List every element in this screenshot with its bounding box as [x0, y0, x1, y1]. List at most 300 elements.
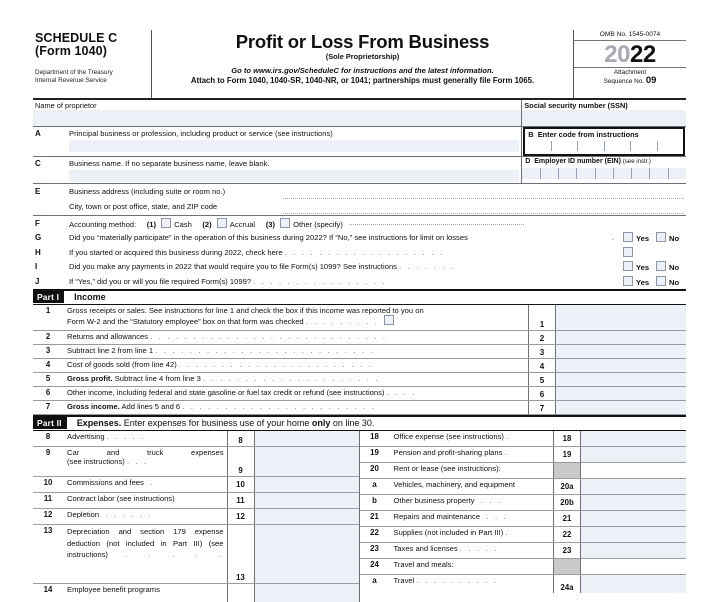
line-24a-dots: . . . . . . . . . .	[416, 576, 499, 585]
line-7-amount[interactable]	[556, 401, 686, 414]
line-11-description	[63, 493, 227, 508]
dot-leader-i: . . . . . . .	[399, 262, 456, 272]
line-8-text: Advertising	[67, 432, 105, 441]
accounting-method-label: Accounting method:	[69, 219, 137, 229]
g-no-label: No	[669, 234, 680, 244]
line-20-text: Rent or lease (see instructions):	[393, 464, 501, 473]
line-9-description	[63, 447, 227, 476]
line-20a-text: Vehicles, machinery, and equipment	[393, 480, 515, 489]
line-13-box: 13	[227, 525, 255, 583]
city-state-zip-label: City, town or post office, state, and ZIP code	[69, 202, 218, 211]
principal-business-label: Principal business or profession, including product or service (see instructions)	[69, 129, 333, 138]
g-no[interactable]	[653, 232, 686, 243]
business-address-field[interactable]	[33, 184, 686, 200]
line-6-row	[33, 387, 686, 401]
line-6-amount[interactable]	[556, 387, 686, 400]
line-14-amount[interactable]	[255, 584, 359, 602]
ein-cell	[522, 157, 686, 183]
accounting-method-row	[69, 218, 686, 229]
ssn-input[interactable]	[522, 110, 686, 126]
line-1-box: 1	[528, 305, 556, 330]
line-3-text: Subtract line 2 from line 1	[67, 345, 154, 355]
business-name-cell	[33, 157, 522, 183]
method-3-num: (3)	[265, 219, 275, 229]
line-18-box: 18	[553, 431, 581, 446]
line-3-box: 3	[528, 345, 556, 358]
line-10-number: 10	[43, 478, 53, 487]
line-20-amount-blank	[581, 463, 686, 478]
principal-business-input[interactable]	[69, 140, 519, 152]
line-1-text-1: Gross receipts or sales. See instructions for line 1 and check the box if this income was reported to you on	[67, 305, 424, 315]
business-code-label	[525, 129, 683, 139]
statutory-employee-checkbox[interactable]	[384, 315, 394, 325]
line-1-description	[63, 305, 528, 330]
question-j	[33, 274, 686, 289]
tax-year-suffix: 22	[630, 41, 656, 68]
line-18-description	[390, 431, 554, 446]
tax-year-prefix: 20	[604, 41, 630, 68]
line-24-row	[360, 559, 687, 575]
label-d: D	[525, 158, 531, 165]
line-19-row	[360, 447, 687, 463]
line-22-amount[interactable]	[581, 527, 686, 542]
i-no-checkbox[interactable]	[656, 261, 666, 271]
line-12-row	[33, 509, 359, 525]
line-7-text-bold: Gross income.	[67, 401, 120, 411]
dot-leader-g: .	[611, 233, 616, 243]
row-c-d	[33, 157, 686, 184]
code-digit[interactable]	[630, 141, 656, 151]
i-yes-label: Yes	[636, 263, 650, 273]
j-no-checkbox[interactable]	[656, 276, 666, 286]
line-20a-description	[390, 479, 554, 494]
attach-instruction: Attach to Form 1040, 1040-SR, 1040-NR, or 1041; partnerships must generally file Form 1065.	[190, 76, 535, 85]
ein-digit[interactable]	[522, 168, 539, 179]
question-f	[33, 216, 686, 231]
line-7-row	[33, 401, 686, 415]
line-22-dots: .	[505, 528, 510, 537]
ein-digit[interactable]	[631, 168, 649, 179]
payments-1099-text	[69, 262, 620, 271]
line-6-text: Other income, including federal and state gasoline or fuel tax credit or refund (see instructions)	[67, 387, 385, 397]
line-5-text: Subtract line 4 from line 3	[112, 373, 201, 383]
city-state-zip-field[interactable]	[33, 200, 686, 215]
line-8-dots: . . . . .	[106, 432, 146, 441]
proprietor-name-cell	[33, 100, 522, 126]
ein-digit[interactable]	[649, 168, 667, 179]
proprietor-name-input[interactable]	[33, 110, 521, 126]
line-20b-dots: . . .	[480, 496, 503, 505]
line-12-number: 12	[43, 510, 53, 519]
code-digit[interactable]	[577, 141, 603, 151]
line-23-description	[390, 543, 554, 558]
business-code-digits[interactable]	[525, 141, 683, 151]
business-name-label: Business name. If no separate business name, leave blank.	[69, 159, 270, 168]
line-2-box: 2	[528, 331, 556, 344]
header-center	[152, 30, 573, 98]
line-12-description	[63, 509, 227, 524]
business-code-box[interactable]	[523, 127, 685, 156]
part-2-badge: Part II	[33, 417, 67, 429]
goto-url-text[interactable]: Go to www.irs.gov/ScheduleC for instructions and the latest information.	[231, 66, 494, 75]
line-23-number: 23	[370, 544, 379, 553]
line-24a-row	[360, 575, 687, 593]
label-i: I	[35, 262, 38, 272]
method-2-num: (2)	[202, 219, 212, 229]
h-checkbox[interactable]	[623, 247, 633, 257]
line-2-amount[interactable]	[556, 331, 686, 344]
department-line-2: Internal Revenue Service	[35, 76, 107, 84]
line-10-row	[33, 477, 359, 493]
ein-digit[interactable]	[668, 168, 686, 179]
line-9-text-2-row	[67, 457, 224, 466]
schedule-label: SCHEDULE C	[35, 31, 118, 45]
line-20-box-shaded	[553, 463, 581, 478]
line-21-number: 21	[370, 512, 379, 521]
line-19-text: Pension and profit-sharing plans	[393, 448, 503, 457]
line-13-description	[63, 525, 227, 583]
header-right	[573, 30, 686, 98]
line-24a-description	[390, 575, 554, 593]
line-4-description	[63, 359, 528, 372]
line-7-number: 7	[45, 401, 51, 411]
line-10-amount[interactable]	[255, 477, 359, 492]
question-i	[33, 260, 686, 275]
line-2-dots: . . . . . . . . . . . . . . . . . . . . . . . . . . . .	[150, 331, 388, 341]
started-business-text	[69, 248, 620, 257]
line-24-box-shaded	[553, 559, 581, 574]
line-20a-row	[360, 479, 687, 495]
line-13-number: 13	[43, 526, 53, 535]
line-6-number: 6	[45, 387, 51, 397]
line-14-description	[63, 584, 227, 602]
file-1099-label: If “Yes,” did you or will you file required Form(s) 1099?	[69, 276, 252, 286]
ein-digit[interactable]	[613, 168, 631, 179]
line-18-row	[360, 431, 687, 447]
business-code-cell	[522, 127, 686, 156]
line-12-amount[interactable]	[255, 509, 359, 524]
line-20b-box: 20b	[553, 495, 581, 510]
part-2-title-rest: Enter expenses for business use of your home	[121, 418, 312, 428]
line-1-dots: . . . . . . . . .	[305, 316, 380, 326]
line-3-dots: . . . . . . . . . . . . . . . . . . . . . . . . . .	[155, 345, 376, 355]
line-7-text: Add lines 5 and 6	[119, 401, 181, 411]
j-no[interactable]	[653, 276, 686, 287]
line-4-box: 4	[528, 359, 556, 372]
line-11-row	[33, 493, 359, 509]
line-3-row	[33, 345, 686, 359]
line-21-text: Repairs and maintenance	[393, 512, 481, 521]
i-yes[interactable]	[620, 261, 653, 272]
line-3-number: 3	[45, 345, 51, 355]
line-14-number: 14	[43, 585, 53, 594]
line-21-description	[390, 511, 554, 526]
line-10-text: Commissions and fees	[67, 478, 144, 487]
ssn-cell	[522, 100, 686, 126]
schedule-c-form	[33, 30, 686, 594]
line-2-number: 2	[45, 331, 51, 341]
line-24-number: 24	[370, 560, 379, 569]
line-22-description	[390, 527, 554, 542]
line-9-dots: . . .	[126, 457, 149, 466]
attachment-block	[574, 67, 686, 86]
line-12-box: 12	[227, 509, 255, 524]
line-24a-amount[interactable]	[581, 575, 686, 593]
other-method-input[interactable]	[349, 224, 524, 225]
other-method-label: Other (specify)	[293, 219, 343, 229]
label-b: B	[528, 130, 534, 139]
started-business-label: If you started or acquired this business during 2022, check here	[69, 247, 283, 257]
line-9-amount[interactable]	[255, 447, 359, 476]
line-9-box: 9	[227, 447, 255, 476]
line-12-text: Depletion	[67, 510, 100, 519]
material-participation-text: Did you “materially participate” in the operation of this business during 2022? If “No,” see instructions for limit on losses	[69, 233, 468, 243]
line-23-dots: . . . . .	[459, 544, 499, 553]
cash-checkbox[interactable]	[161, 218, 171, 228]
line-8-amount[interactable]	[255, 431, 359, 446]
part-1-title: Income	[74, 292, 106, 302]
line-1-row	[33, 305, 686, 331]
line-20a-box: 20a	[553, 479, 581, 494]
line-10-description	[63, 477, 227, 492]
line-20b-letter: b	[372, 496, 377, 505]
line-13-text: Depreciation and section 179 expense deduction (not included in Part III) (see instructions)	[67, 527, 224, 559]
line-20a-letter: a	[372, 480, 377, 489]
code-digit[interactable]	[604, 141, 630, 151]
ein-digits[interactable]	[522, 168, 686, 179]
line-24a-letter: a	[372, 576, 377, 585]
line-18-number: 18	[370, 432, 379, 441]
label-f: F	[35, 218, 40, 228]
business-code-text: Enter code from instructions	[537, 130, 639, 139]
method-1-num: (1)	[146, 219, 156, 229]
business-address-label: Business address (including suite or room no.)	[69, 187, 226, 196]
tax-year	[574, 41, 686, 67]
ein-digit[interactable]	[558, 168, 576, 179]
g-yes[interactable]	[620, 232, 653, 243]
expenses-right-column	[359, 431, 687, 602]
line-5-row	[33, 373, 686, 387]
g-no-checkbox[interactable]	[656, 232, 666, 242]
code-digit[interactable]	[525, 141, 550, 151]
line-24a-text: Travel	[393, 576, 415, 585]
label-g: G	[35, 233, 42, 243]
line-20b-row	[360, 495, 687, 511]
line-6-dots: . . . .	[386, 387, 417, 397]
line-4-number: 4	[45, 359, 51, 369]
line-24a-box: 24a	[553, 575, 581, 593]
ein-text: Employer ID number (EIN)	[534, 158, 621, 165]
principal-business-cell	[33, 127, 522, 156]
line-20-row	[360, 463, 687, 479]
line-2-text: Returns and allowances	[67, 331, 149, 341]
ein-digit[interactable]	[540, 168, 558, 179]
line-9-number: 9	[45, 448, 51, 457]
line-8-number: 8	[45, 432, 51, 441]
line-5-box: 5	[528, 373, 556, 386]
dot-leader-j: . . . . . . . . . . . . . . . .	[253, 276, 387, 286]
line-22-row	[360, 527, 687, 543]
j-yes-label: Yes	[636, 277, 650, 287]
line-1-number: 1	[45, 305, 51, 315]
file-1099-text	[69, 277, 620, 286]
line-8-box: 8	[227, 431, 255, 446]
header-left	[33, 30, 152, 98]
line-20-description	[390, 463, 554, 478]
other-method-checkbox[interactable]	[280, 218, 290, 228]
cash-label: Cash	[174, 219, 192, 229]
principal-business-field[interactable]	[33, 127, 521, 153]
line-14-text: Employee benefit programs	[67, 585, 160, 594]
line-21-row	[360, 511, 687, 527]
sequence-label: Sequence No.	[603, 78, 645, 85]
line-1-text-2: Form W-2 and the “Statutory employee” box on that form was checked	[67, 316, 304, 326]
attachment-label: Attachment	[613, 69, 647, 76]
line-18-amount[interactable]	[581, 431, 686, 446]
h-check[interactable]	[620, 247, 653, 258]
line-9-row	[33, 447, 359, 477]
line-19-amount[interactable]	[581, 447, 686, 462]
sequence-number: 09	[645, 75, 657, 86]
part-1-badge: Part I	[33, 291, 64, 303]
line-11-amount[interactable]	[255, 493, 359, 508]
ein-digit[interactable]	[576, 168, 594, 179]
expenses-grid	[33, 431, 686, 602]
part-1-header	[33, 289, 686, 305]
line-19-description	[390, 447, 554, 462]
dot-leader-h: . . . . . . . . . . . . . . . . . . .	[284, 247, 445, 257]
j-no-label: No	[669, 277, 680, 287]
line-21-amount[interactable]	[581, 511, 686, 526]
department-line-1: Department of the Treasury	[35, 69, 113, 76]
code-digit[interactable]	[551, 141, 577, 151]
line-5-amount[interactable]	[556, 373, 686, 386]
form-subtitle: (Sole Proprietorship)	[325, 52, 400, 61]
ssn-label: Social security number (SSN)	[524, 101, 628, 110]
line-3-amount[interactable]	[556, 345, 686, 358]
g-yes-label: Yes	[636, 234, 650, 244]
line-5-dots: . . . . . . . . . . . . . . . . . . . . .	[202, 373, 380, 383]
line-23-box: 23	[553, 543, 581, 558]
part-2-title-end: on line 30.	[330, 418, 375, 428]
line-22-number: 22	[370, 528, 379, 537]
line-4-text: Cost of goods sold (from line 42)	[67, 359, 177, 369]
i-no[interactable]	[653, 261, 686, 272]
line-23-row	[360, 543, 687, 559]
line-23-amount[interactable]	[581, 543, 686, 558]
form-title: Profit or Loss From Business	[235, 31, 490, 52]
part-2-title-only: only	[311, 418, 331, 428]
line-13-row	[33, 525, 359, 584]
row-a-b	[33, 127, 686, 157]
line-6-description	[63, 387, 528, 400]
label-h: H	[35, 247, 41, 257]
line-10-box: 10	[227, 477, 255, 492]
line-8-row	[33, 431, 359, 447]
ein-label	[522, 157, 686, 165]
line-5-text-bold: Gross profit.	[67, 373, 113, 383]
business-address-input[interactable]	[283, 198, 684, 199]
line-9-text: Car and truck expenses	[67, 448, 224, 457]
line-21-box: 21	[553, 511, 581, 526]
line-1-amount[interactable]	[556, 305, 686, 330]
expenses-left-column	[33, 431, 359, 602]
line-3-description	[63, 345, 528, 358]
line-19-number: 19	[370, 448, 379, 457]
row-e	[33, 184, 686, 216]
line-14-box	[227, 584, 255, 602]
line-24-description	[390, 559, 554, 574]
form-reference: (Form 1040)	[35, 43, 107, 58]
g-yes-checkbox[interactable]	[623, 232, 633, 242]
line-4-amount[interactable]	[556, 359, 686, 372]
line-8-description	[63, 431, 227, 446]
code-digit[interactable]	[657, 141, 683, 151]
line-5-number: 5	[45, 373, 51, 383]
form-header	[33, 30, 686, 100]
line-2-description	[63, 331, 528, 344]
line-7-description	[63, 401, 528, 414]
ein-note: (see instr.)	[622, 159, 651, 165]
question-h	[33, 245, 686, 260]
label-c: C	[35, 159, 41, 168]
line-20-number: 20	[370, 464, 379, 473]
line-23-text: Taxes and licenses	[393, 544, 458, 553]
line-22-box: 22	[553, 527, 581, 542]
line-5-description	[63, 373, 528, 386]
line-11-text: Contract labor (see instructions)	[67, 494, 175, 503]
part-2-title-bold: Expenses.	[76, 418, 122, 428]
i-yes-checkbox[interactable]	[623, 261, 633, 271]
line-20b-amount[interactable]	[581, 495, 686, 510]
business-name-input[interactable]	[69, 170, 519, 182]
omb-number: OMB No. 1545-0074	[574, 31, 686, 41]
accrual-checkbox[interactable]	[217, 218, 227, 228]
business-name-field[interactable]	[33, 157, 521, 183]
part-2-header	[33, 415, 686, 431]
line-7-dots: . . . . . . . . . . . . . . . . . . . . . . .	[182, 401, 377, 411]
payments-1099-label: Did you make any payments in 2022 that would require you to file Form(s) 1099? See instructions	[69, 262, 397, 272]
i-no-label: No	[669, 263, 680, 273]
line-20a-amount[interactable]	[581, 479, 686, 494]
j-yes-checkbox[interactable]	[623, 276, 633, 286]
label-e: E	[35, 187, 41, 196]
line-1-text-2-row	[67, 315, 525, 326]
line-12-dots: . . . . . .	[105, 510, 153, 519]
question-g	[33, 231, 686, 246]
line-20b-description	[390, 495, 554, 510]
line-22-text: Supplies (not included in Part III)	[393, 528, 504, 537]
line-11-number: 11	[43, 494, 53, 503]
line-19-box: 19	[553, 447, 581, 462]
j-yes[interactable]	[620, 276, 653, 287]
line-21-dots: . . .	[486, 512, 508, 521]
proprietor-name-label: Name of proprietor	[35, 101, 97, 110]
line-24-text: Travel and meals:	[393, 560, 454, 569]
line-20b-text: Other business property	[393, 496, 475, 505]
line-18-text: Office expense (see instructions)	[393, 432, 504, 441]
line-2-row	[33, 331, 686, 345]
label-j: J	[35, 276, 40, 286]
sequence-line	[574, 77, 686, 86]
line-10-dots: .	[150, 478, 155, 487]
accrual-label: Accrual	[229, 219, 256, 229]
city-state-zip-input[interactable]	[283, 213, 684, 214]
name-ssn-block	[33, 100, 686, 127]
line-13-amount[interactable]	[255, 525, 359, 583]
ein-digit[interactable]	[595, 168, 613, 179]
line-4-row	[33, 359, 686, 373]
